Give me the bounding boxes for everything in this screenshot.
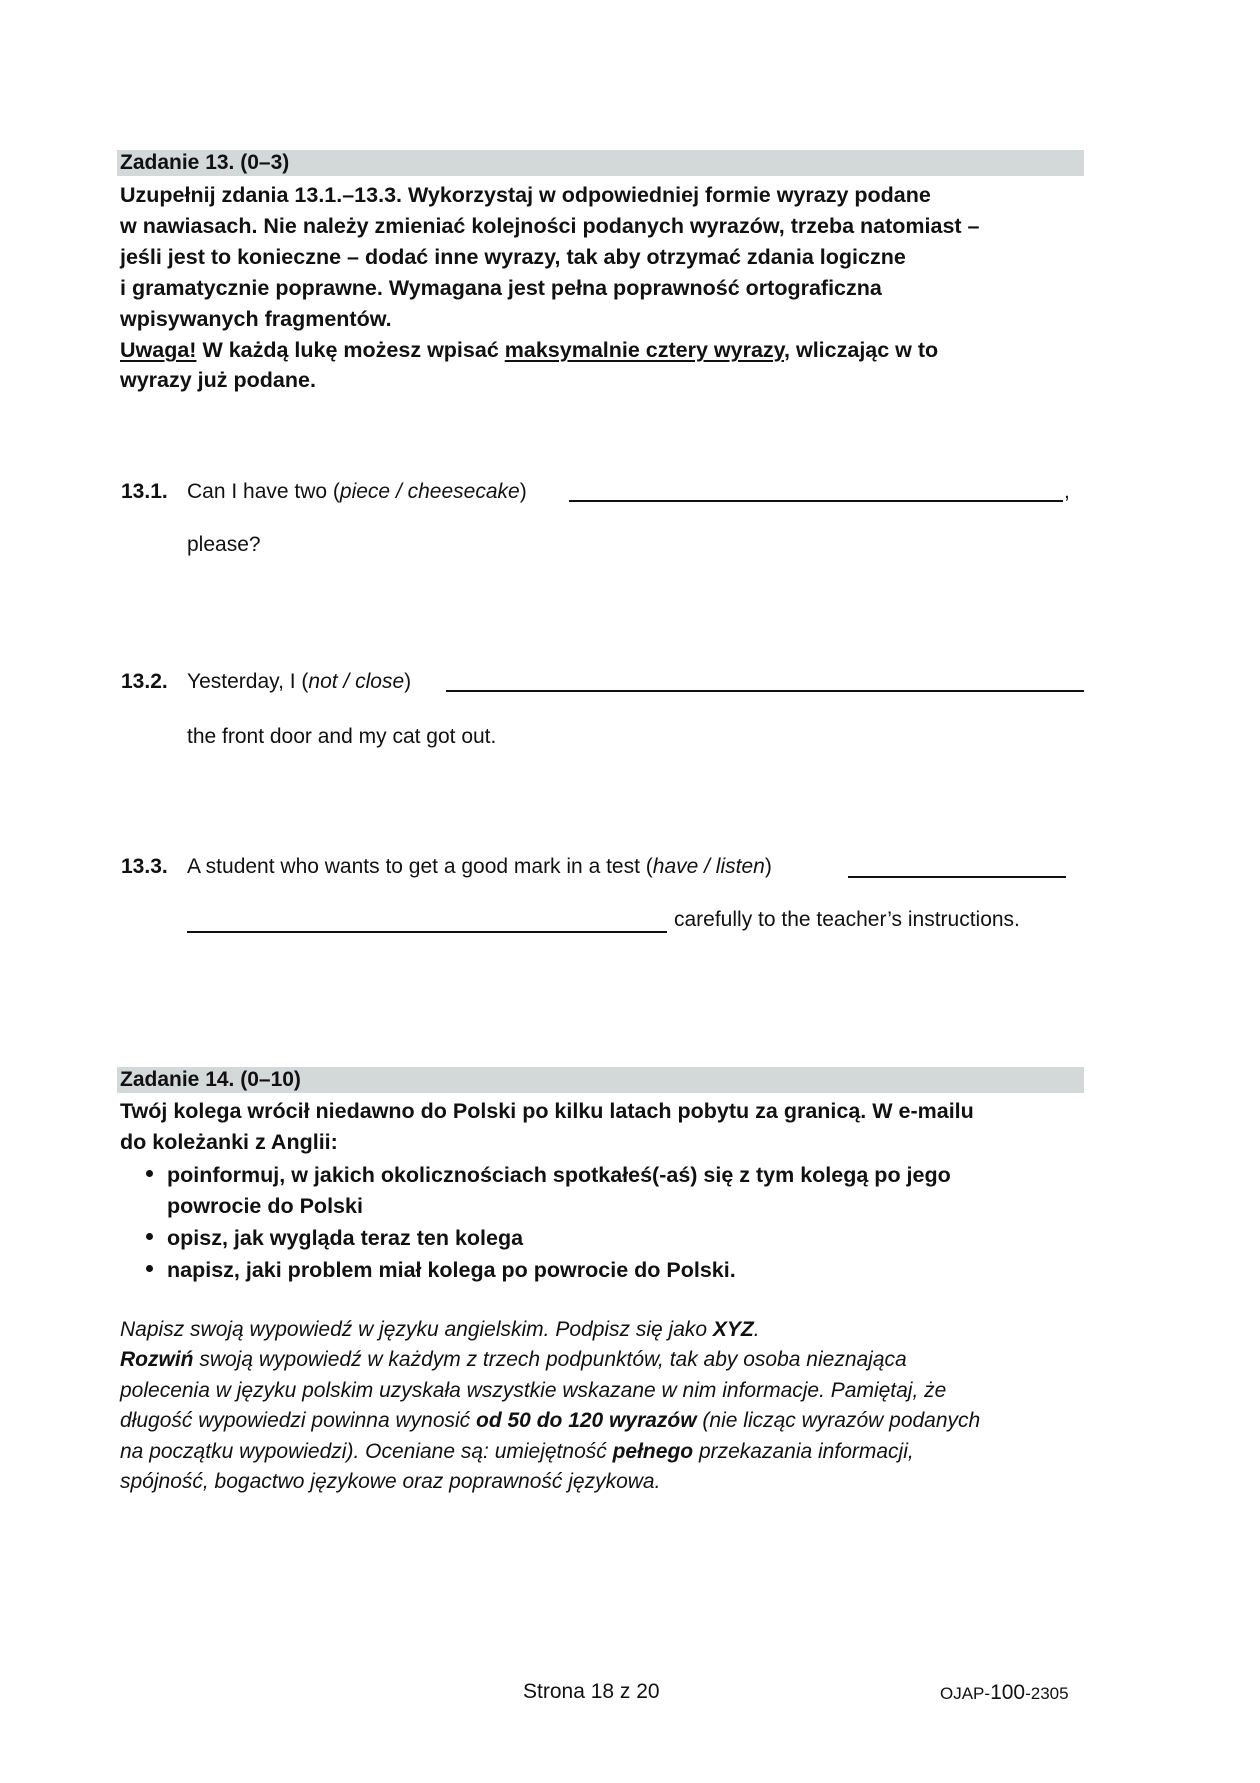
guideline-text: przekazania informacji, (693, 1440, 914, 1463)
item-hint: not / close (308, 670, 405, 693)
item-13-3-continuation: carefully to the teacher’s instructions. (674, 908, 1020, 931)
task14-intro-line: Twój kolega wrócił niedawno do Polski po kilku latach pobytu za granicą. W e-mailu (120, 1099, 974, 1123)
item-text: ) (764, 855, 772, 878)
task14-header-bar (117, 1067, 1084, 1093)
item-text: Yesterday, I ( (187, 670, 309, 693)
guideline-text: Napisz swoją wypowiedź w języku angielskim. Podpisz się jako (120, 1318, 713, 1341)
guideline-bold: Rozwiń (120, 1348, 194, 1371)
item-text: ) (404, 670, 412, 693)
bullet-text: napisz, jaki problem miał kolega po powrocie do Polski. (167, 1258, 736, 1282)
item-number: 13.1. (121, 480, 168, 503)
answer-blank-13-3b[interactable] (187, 931, 667, 933)
exam-code-prefix: OJAP- (940, 1684, 991, 1703)
item-13-2-text (187, 667, 411, 697)
item-13-2 (121, 667, 168, 697)
note-text-after: , wliczając w to (784, 338, 939, 362)
guideline-text: swoją wypowiedź w każdym z trzech podpunktów, tak aby osoba nieznająca (193, 1348, 907, 1371)
item-hint: have / listen (652, 855, 765, 878)
task13-instruction-line: Uzupełnij zdania 13.1.–13.3. Wykorzystaj w odpowiedniej formie wyrazy podane (120, 183, 931, 207)
guideline-text: . (753, 1318, 760, 1341)
guideline-line-4 (120, 1406, 980, 1437)
task14-bullet-1-cont: powrocie do Polski (167, 1194, 363, 1218)
task14-title: Zadanie 14. (0–10) (120, 1068, 301, 1091)
guideline-line-6: spójność, bogactwo językowe oraz poprawność językowa. (120, 1470, 661, 1493)
item-number: 13.3. (121, 855, 168, 878)
task13-title: Zadanie 13. (0–3) (120, 151, 290, 174)
guideline-line-1 (120, 1315, 760, 1346)
task14-bullet-1 (146, 1160, 951, 1191)
exam-code-mid: 100 (990, 1681, 1026, 1704)
bullet-text: poinformuj, w jakich okolicznościach spotkałeś(-aś) się z tym kolegą po jego (167, 1163, 951, 1187)
task13-note (120, 335, 938, 366)
guideline-text: na początku wypowiedzi). Oceniane są: umiejętność (120, 1440, 613, 1463)
item-hint: piece / cheesecake (339, 480, 520, 503)
item-13-1-comma: , (1064, 480, 1070, 503)
item-text: A student who wants to get a good mark in a test ( (187, 855, 653, 878)
exam-code-suffix: -2305 (1025, 1684, 1069, 1703)
item-13-1-text (187, 477, 527, 507)
page-number: Strona 18 z 20 (523, 1680, 660, 1703)
note-emphasis: maksymalnie cztery wyrazy (504, 338, 785, 362)
signature-xyz: XYZ (712, 1318, 754, 1341)
guideline-line-2 (120, 1345, 907, 1376)
task14-bullet-3 (146, 1255, 736, 1286)
guideline-text: długość wypowiedzi powinna wynosić (120, 1409, 477, 1432)
task13-instruction-line: jeśli jest to konieczne – dodać inne wyrazy, tak aby otrzymać zdania logiczne (120, 245, 906, 269)
answer-blank-13-3a[interactable] (848, 876, 1066, 878)
bullet-icon (146, 1233, 153, 1240)
bullet-icon (146, 1170, 153, 1177)
guideline-text: (nie licząc wyrazów podanych (696, 1409, 981, 1432)
task14-intro-line: do koleżanki z Anglii: (120, 1130, 338, 1154)
task13-instruction-line: w nawiasach. Nie należy zmieniać kolejności podanych wyrazów, trzeba natomiast – (120, 214, 980, 238)
bullet-text: opisz, jak wygląda teraz ten kolega (167, 1226, 524, 1250)
answer-blank-13-2[interactable] (446, 690, 1084, 692)
task13-header-bar (117, 150, 1084, 176)
item-number: 13.2. (121, 670, 168, 693)
item-13-1-continuation: please? (187, 533, 261, 556)
bullet-icon (146, 1265, 153, 1272)
word-count-range: od 50 do 120 wyrazów (476, 1409, 697, 1432)
item-text: Can I have two ( (187, 480, 340, 503)
answer-blank-13-1[interactable] (569, 500, 1063, 502)
task13-note-line2: wyrazy już podane. (120, 368, 316, 392)
task14-bullet-2 (146, 1223, 523, 1254)
guideline-bold: pełnego (612, 1440, 694, 1463)
note-text: W każdą lukę możesz wpisać (196, 338, 505, 362)
note-label: Uwaga! (120, 338, 197, 362)
item-13-3 (121, 852, 168, 882)
task13-instruction-line: i gramatycznie poprawne. Wymagana jest pełna poprawność ortograficzna (120, 276, 882, 300)
guideline-line-3: polecenia w języku polskim uzyskała wszystkie wskazane w nim informacje. Pamiętaj, że (120, 1379, 947, 1402)
guideline-line-5 (120, 1437, 914, 1468)
exam-code (940, 1681, 1069, 1705)
task13-instruction-line: wpisywanych fragmentów. (120, 307, 392, 331)
item-13-2-continuation: the front door and my cat got out. (187, 725, 497, 748)
item-13-3-text (187, 852, 772, 882)
item-text: ) (519, 480, 527, 503)
item-13-1 (121, 477, 168, 507)
